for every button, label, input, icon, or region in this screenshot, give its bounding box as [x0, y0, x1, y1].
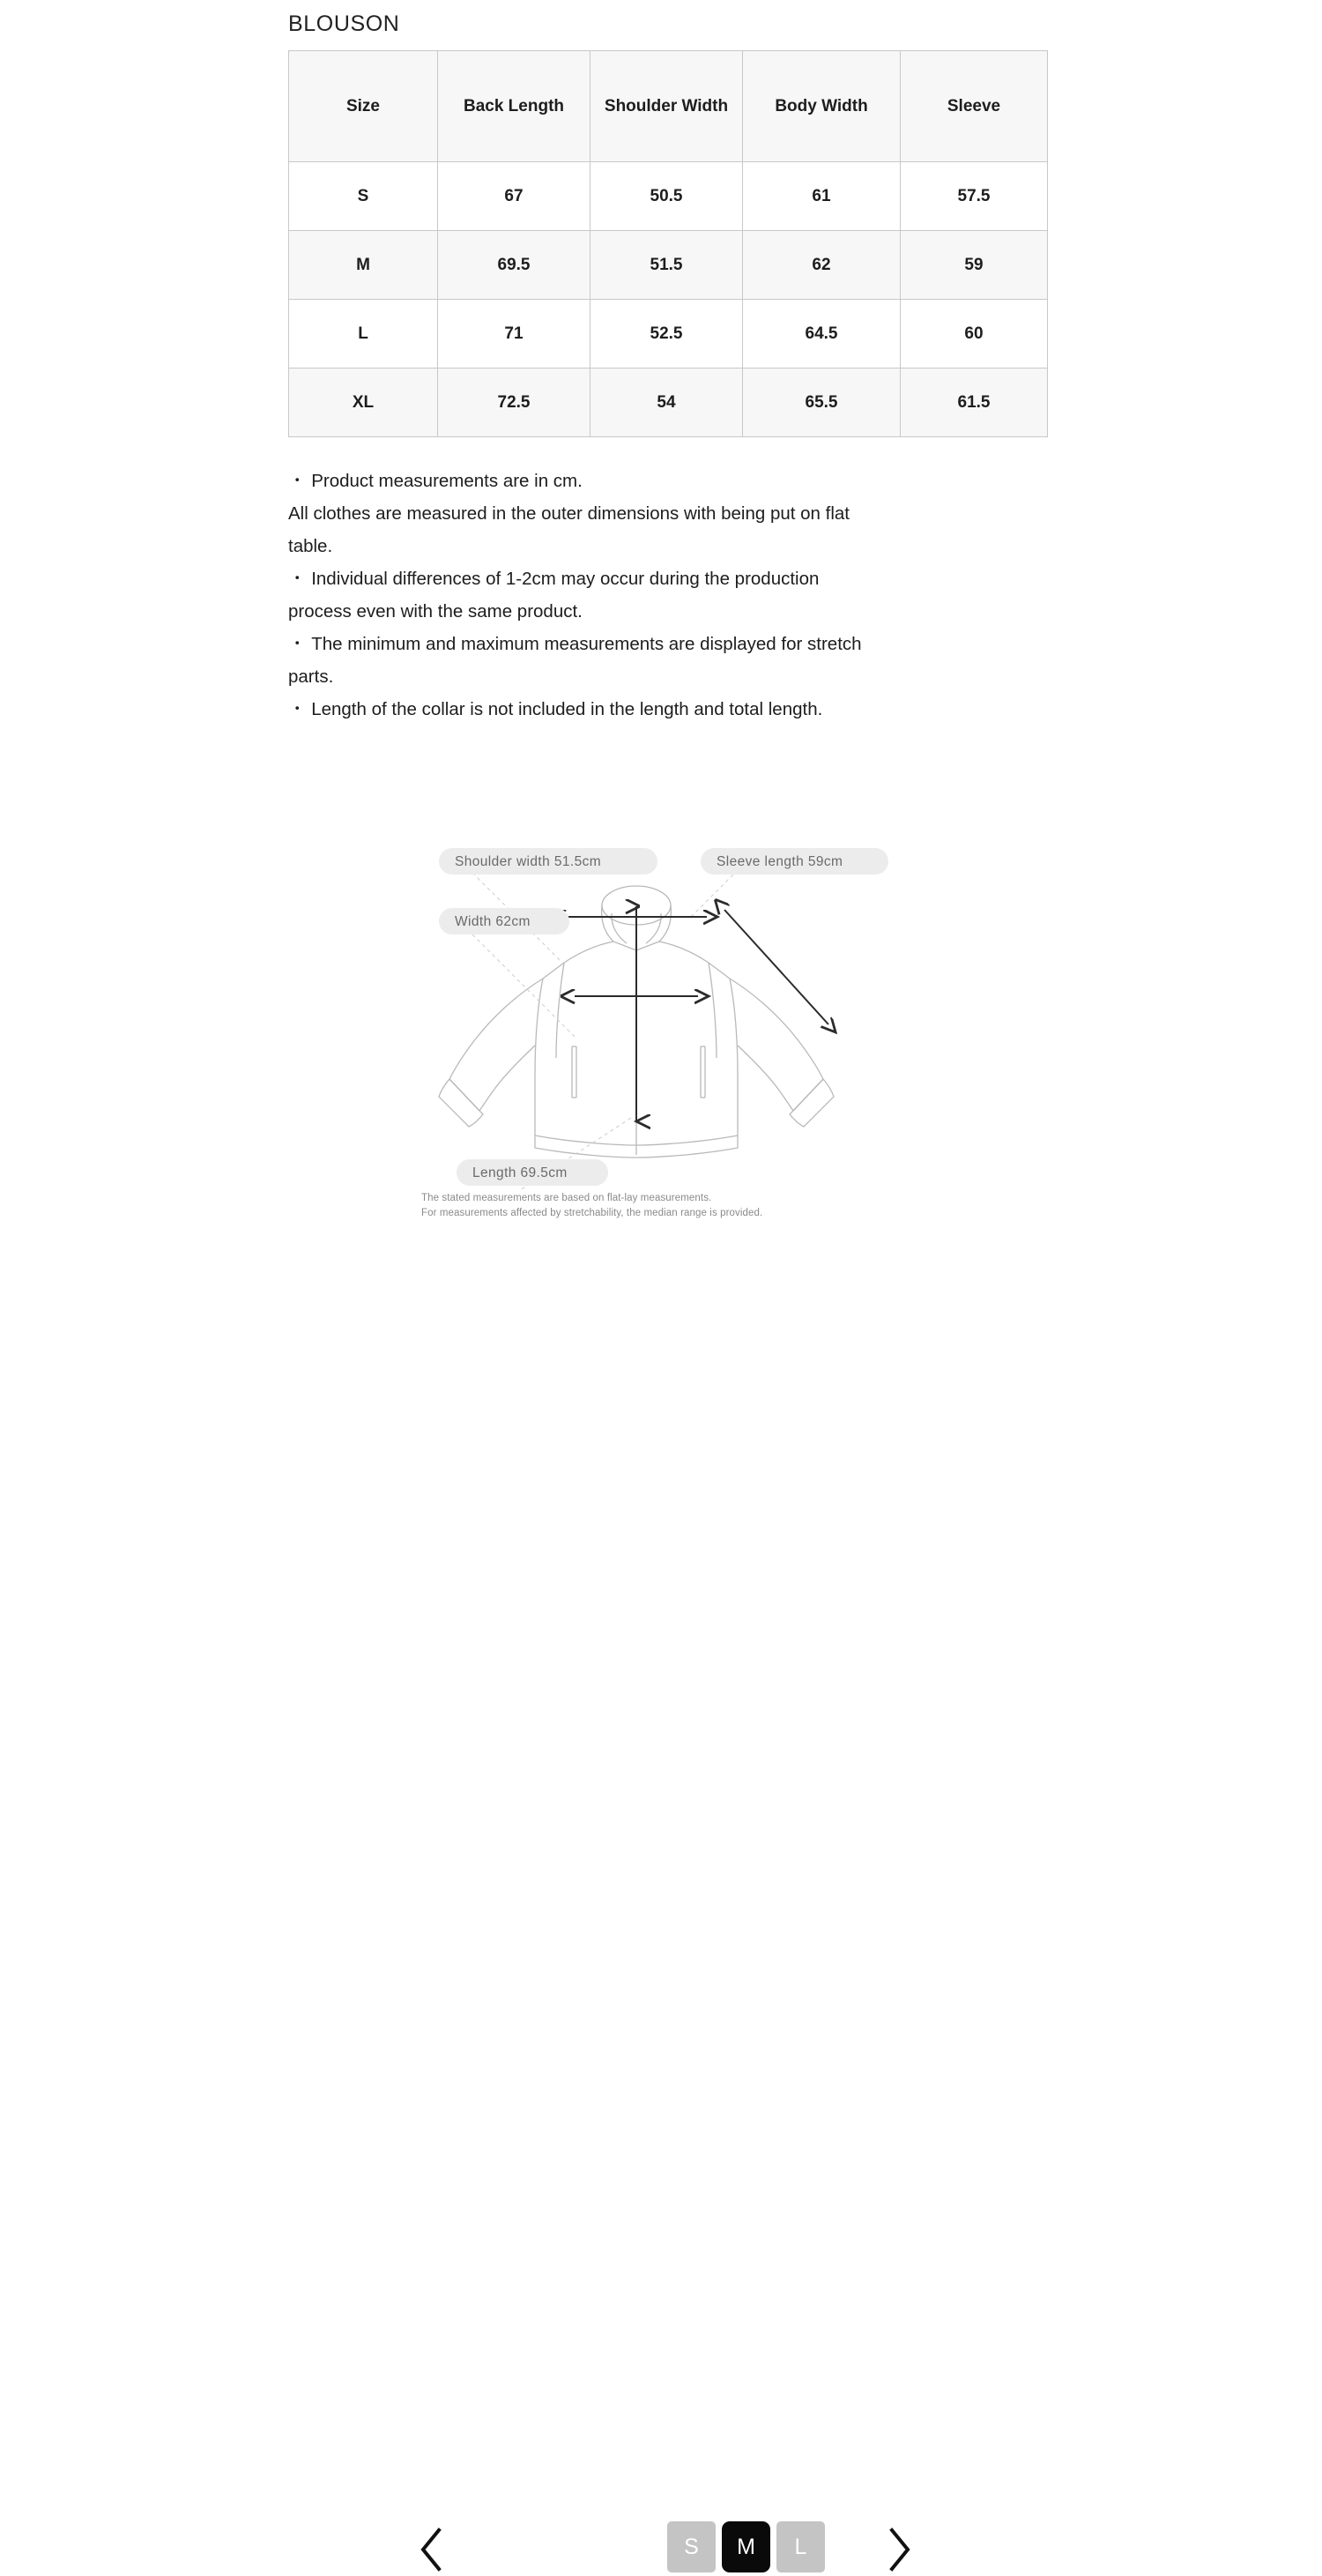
table-row: [289, 162, 1048, 231]
column-header-body-width: Body Width: [743, 51, 901, 162]
note-line: process even with the same product.: [288, 601, 583, 622]
label-width: [439, 908, 569, 934]
label-text-shoulder-width: Shoulder width 51.5cm: [455, 854, 602, 869]
cell-back-length: 67: [438, 162, 590, 231]
note-line: table.: [288, 536, 333, 556]
note-line: ・ Product measurements are in cm.: [288, 471, 583, 491]
note-line: ・ Individual differences of 1-2cm may occur during the production: [288, 569, 820, 589]
cell-back-length: 69.5: [438, 231, 590, 300]
column-header-back-length: Back Length: [438, 51, 590, 162]
cell-size: L: [289, 300, 438, 369]
fineprint-line: For measurements affected by stretchability, the median range is provided.: [421, 1208, 763, 1218]
size-button-m[interactable]: M: [722, 2521, 770, 2572]
garment-measurement-diagram: [414, 838, 908, 1234]
cell-size: XL: [289, 369, 438, 437]
note-line: All clothes are measured in the outer dimensions with being put on flat: [288, 503, 850, 524]
sleeve-length-arrow: [724, 910, 828, 1024]
cell-sleeve: 57.5: [901, 162, 1048, 231]
table-row: [289, 231, 1048, 300]
cell-shoulder-width: 50.5: [590, 162, 743, 231]
note-line: ・ The minimum and maximum measurements are displayed for stretch: [288, 634, 862, 654]
cell-sleeve: 59: [901, 231, 1048, 300]
size-chart-table: [288, 50, 1048, 437]
label-text-width: Width 62cm: [455, 914, 531, 929]
column-header-size: Size: [289, 51, 438, 162]
cell-shoulder-width: 52.5: [590, 300, 743, 369]
next-arrow-icon[interactable]: [881, 2523, 917, 2576]
size-selector: [667, 2521, 825, 2572]
page-title: BLOUSON: [288, 11, 400, 36]
cell-size: M: [289, 231, 438, 300]
fineprint-line: The stated measurements are based on flat-lay measurements.: [421, 1193, 712, 1203]
cell-body-width: 62: [743, 231, 901, 300]
cell-size: S: [289, 162, 438, 231]
column-header-shoulder-width: Shoulder Width: [590, 51, 743, 162]
cell-shoulder-width: 51.5: [590, 231, 743, 300]
cell-sleeve: 61.5: [901, 369, 1048, 437]
size-pager: [0, 1259, 1322, 2559]
prev-arrow-icon[interactable]: [414, 2523, 449, 2576]
label-text-sleeve-length: Sleeve length 59cm: [717, 854, 843, 869]
cell-shoulder-width: 54: [590, 369, 743, 437]
cell-body-width: 61: [743, 162, 901, 231]
note-line: parts.: [288, 666, 334, 687]
size-button-s[interactable]: S: [667, 2521, 716, 2572]
cell-back-length: 71: [438, 300, 590, 369]
column-header-sleeve: Sleeve: [901, 51, 1048, 162]
diagram-fineprint: [421, 1191, 880, 1221]
table-row: [289, 300, 1048, 369]
measurement-arrows: [566, 906, 828, 1121]
measurement-notes: [288, 465, 1020, 726]
label-sleeve-length: [701, 848, 888, 875]
table-row: [289, 369, 1048, 437]
cell-body-width: 64.5: [743, 300, 901, 369]
size-button-l[interactable]: L: [776, 2521, 825, 2572]
cell-body-width: 65.5: [743, 369, 901, 437]
note-line: ・ Length of the collar is not included in the length and total length.: [288, 699, 823, 719]
label-text-length: Length 69.5cm: [472, 1165, 568, 1180]
table-header-row: [289, 51, 1048, 162]
label-length: [457, 1159, 608, 1186]
cell-back-length: 72.5: [438, 369, 590, 437]
label-shoulder-width: [439, 848, 657, 875]
cell-sleeve: 60: [901, 300, 1048, 369]
